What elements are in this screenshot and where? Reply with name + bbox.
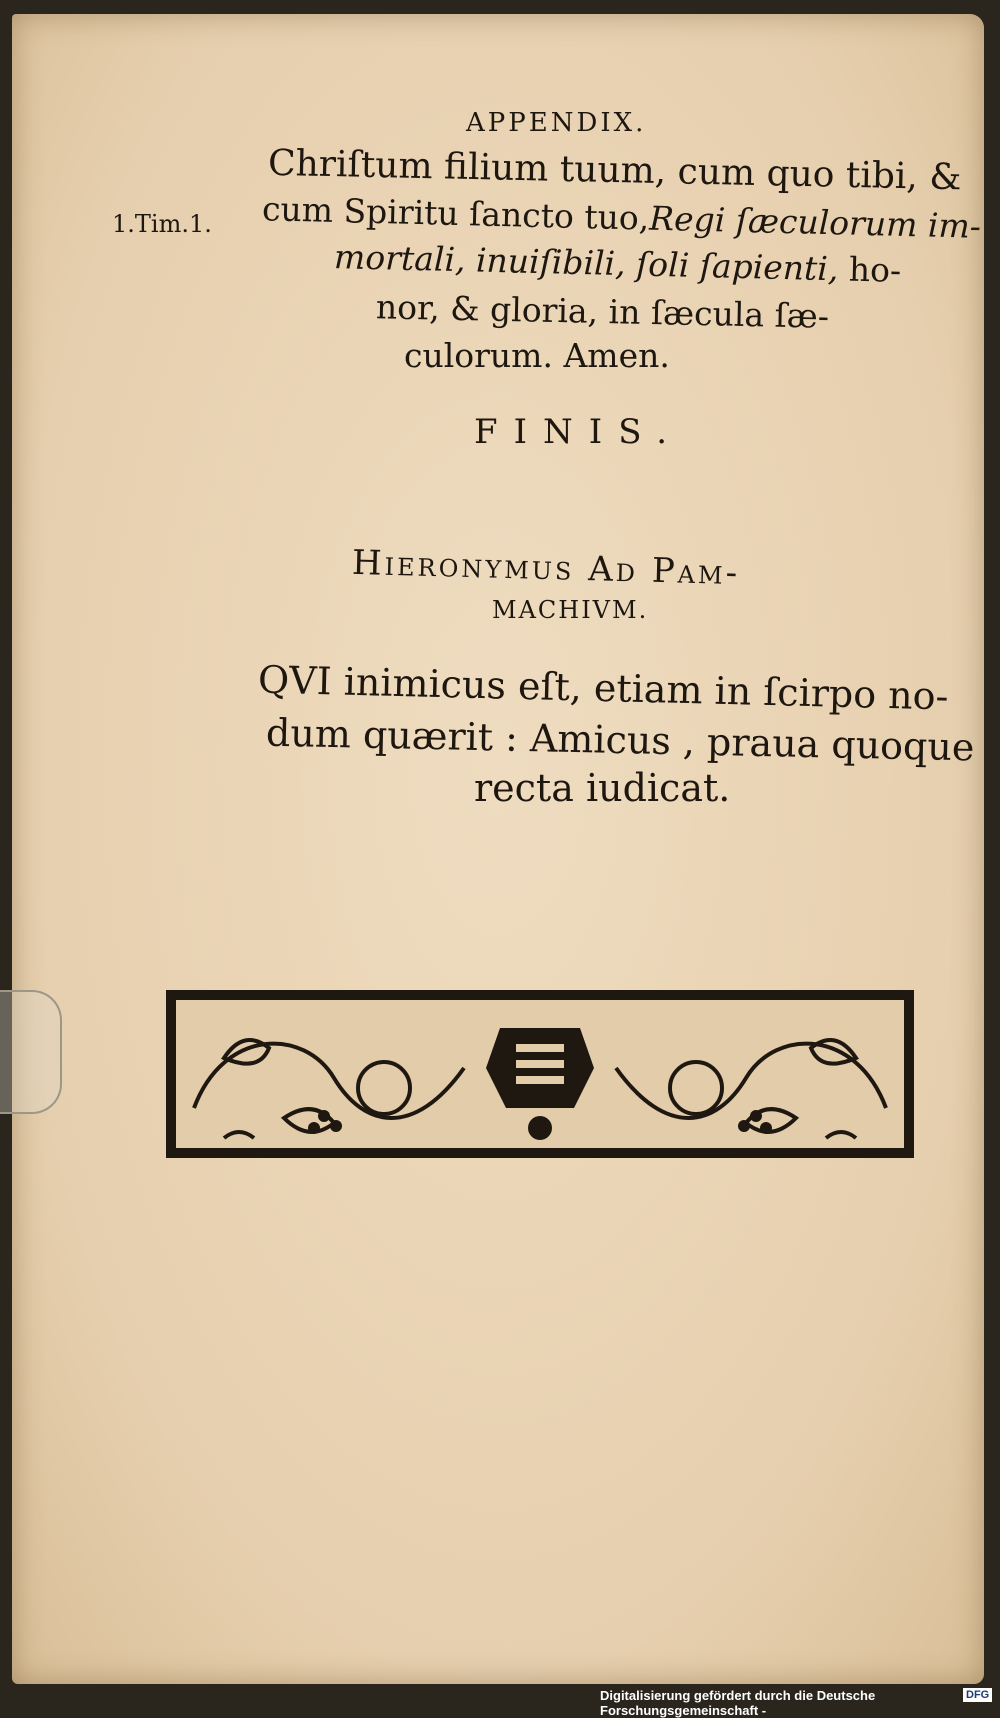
quote-line-2: dum quærit : Amicus , praua quoque [265, 710, 975, 770]
body-line-2-roman: cum Spiritu ſancto tuo, [261, 189, 650, 238]
body-line-3-roman: ho- [837, 249, 902, 290]
quote-line-3: recta iudicat. [474, 766, 731, 810]
page-clip [0, 990, 62, 1114]
body-line-5: culorum. Amen. [404, 336, 670, 375]
ornament-woodcut-border [164, 988, 916, 1160]
digitization-credit: Digitalisierung gefördert durch die Deutsche Forschungsgemeinschaft - [600, 1688, 876, 1718]
body-line-1: Chriſtum filium tuum, cum quo tibi, & [267, 142, 962, 199]
body-line-3-italic: mortali, inuiſibili, ſoli ſapienti, [333, 237, 839, 289]
running-header: APPENDIX. [466, 108, 647, 138]
margin-note: 1.Tim.1. [112, 210, 212, 238]
dfg-logo: DFG [963, 1688, 992, 1702]
section-heading-line-2: MACHIVM. [492, 596, 649, 624]
body-line-2-italic: Regi ſæculorum im- [648, 198, 982, 246]
section-heading-line-1: Hieronymus Ad Pam- [351, 542, 741, 594]
quote-line-1: QVI inimicus eſt, etiam in ſcirpo no- [257, 657, 949, 719]
finis-heading: FINIS. [474, 412, 684, 452]
body-line-4: nor, & gloria, in ſæcula ſæ- [375, 287, 830, 336]
